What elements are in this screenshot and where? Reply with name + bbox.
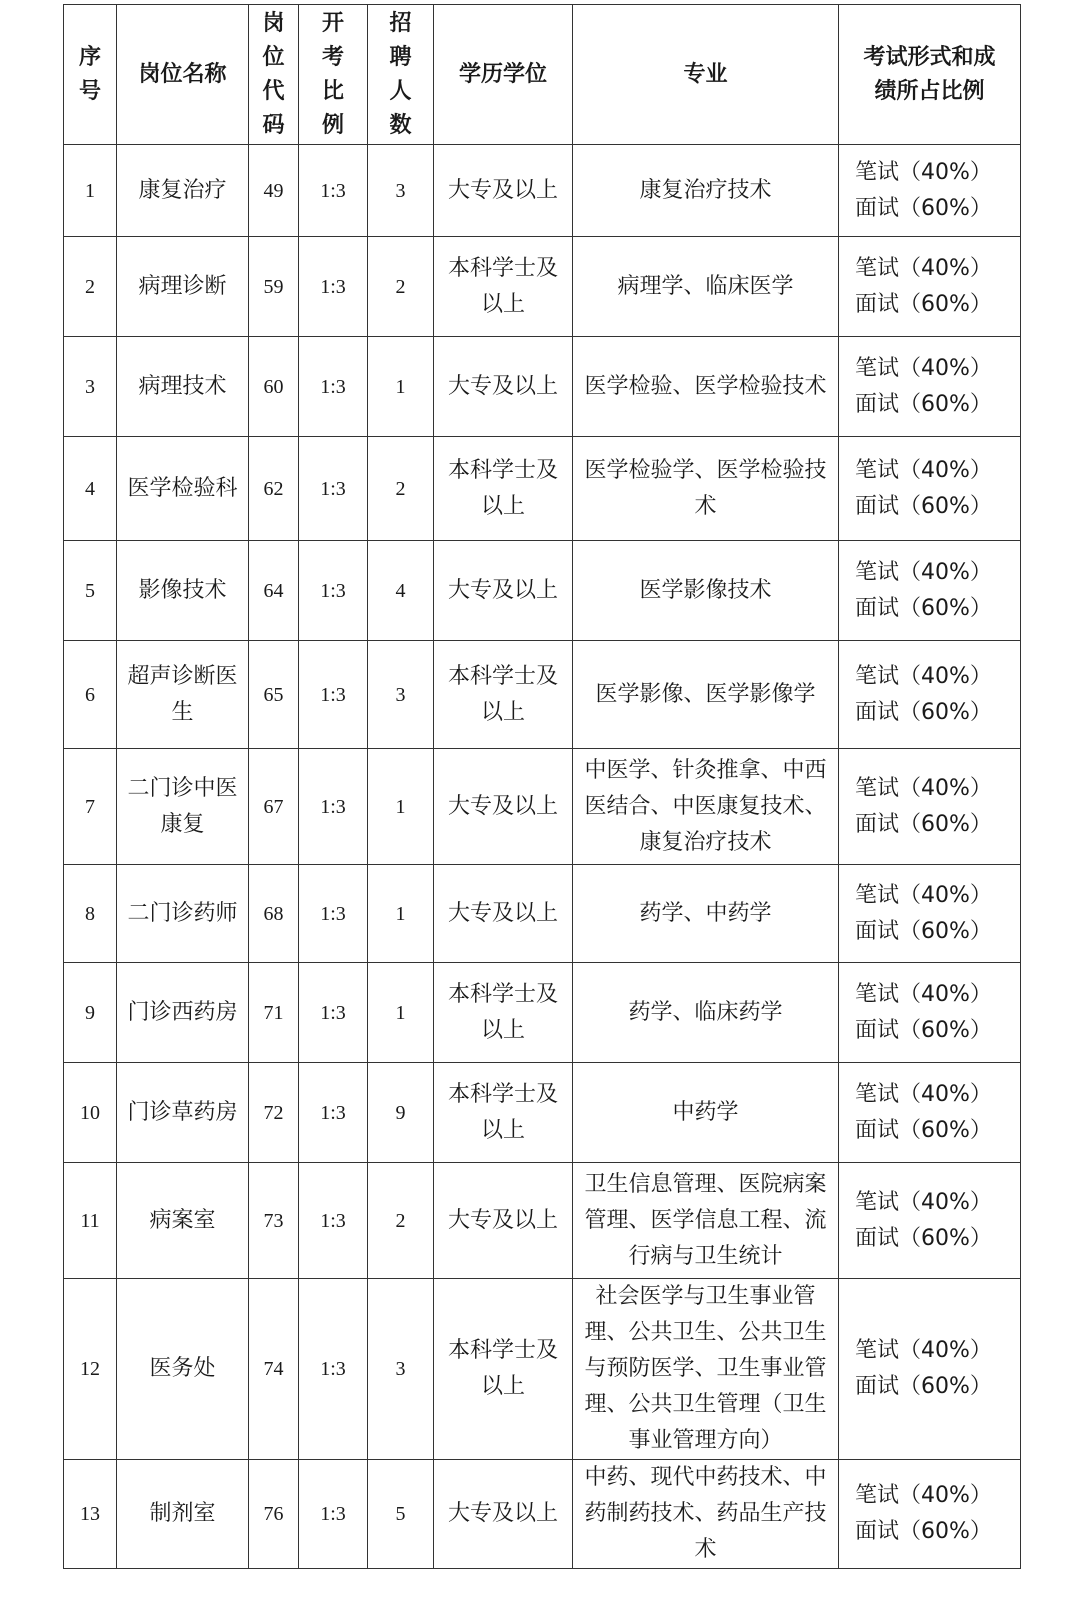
row-education: 本科学士及以上: [434, 437, 573, 541]
row-education: 本科学士及以上: [434, 641, 573, 749]
row-count: 3: [368, 641, 434, 749]
row-major: 病理学、临床医学: [573, 237, 839, 337]
exam-interview: 面试（60%）: [855, 1117, 992, 1143]
row-exam: [839, 963, 1021, 1063]
table-row: [64, 1163, 1021, 1279]
header-row: [64, 5, 1021, 145]
row-index: 3: [64, 337, 117, 437]
row-major: 药学、中药学: [573, 865, 839, 963]
row-index: 10: [64, 1063, 117, 1163]
row-index: 11: [64, 1163, 117, 1279]
row-education: 大专及以上: [434, 865, 573, 963]
row-code: 67: [249, 749, 299, 865]
exam-interview: 面试（60%）: [855, 195, 992, 221]
exam-written: 笔试（40%）: [855, 1189, 992, 1215]
row-index: 2: [64, 237, 117, 337]
row-position: 病理技术: [117, 337, 249, 437]
row-education: 本科学士及以上: [434, 1063, 573, 1163]
row-major: 药学、临床药学: [573, 963, 839, 1063]
table-body: [64, 145, 1021, 1569]
row-education: 大专及以上: [434, 337, 573, 437]
exam-written: 笔试（40%）: [855, 1483, 992, 1508]
row-exam: [839, 1460, 1021, 1569]
exam-interview: 面试（60%）: [855, 1017, 992, 1043]
row-count: 2: [368, 437, 434, 541]
header-ratio: 开考比例: [299, 5, 368, 145]
row-code: 74: [249, 1279, 299, 1460]
exam-written: 笔试（40%）: [855, 457, 992, 483]
row-index: 4: [64, 437, 117, 541]
row-education: 大专及以上: [434, 1460, 573, 1569]
row-major: 卫生信息管理、医院病案管理、医学信息工程、流行病与卫生统计: [573, 1163, 839, 1279]
row-code: 60: [249, 337, 299, 437]
row-position: 病案室: [117, 1163, 249, 1279]
row-exam: [839, 145, 1021, 237]
row-major: 中药、现代中药技术、中药制药技术、药品生产技术: [573, 1460, 839, 1569]
row-exam: [839, 641, 1021, 749]
row-code: 68: [249, 865, 299, 963]
row-ratio: 1:3: [299, 1063, 368, 1163]
exam-written: 笔试（40%）: [855, 559, 992, 585]
row-exam: [839, 1163, 1021, 1279]
row-education: 本科学士及以上: [434, 237, 573, 337]
row-ratio: 1:3: [299, 337, 368, 437]
table-row: [64, 1279, 1021, 1460]
row-count: 1: [368, 337, 434, 437]
header-count: 招聘人数: [368, 5, 434, 145]
row-code: 65: [249, 641, 299, 749]
row-major: 中医学、针灸推拿、中西医结合、中医康复技术、康复治疗技术: [573, 749, 839, 865]
row-count: 5: [368, 1460, 434, 1569]
exam-written: 笔试（40%）: [855, 882, 992, 908]
row-ratio: 1:3: [299, 963, 368, 1063]
row-major: 医学影像技术: [573, 541, 839, 641]
exam-interview: 面试（60%）: [855, 699, 992, 725]
header-position: 岗位名称: [117, 5, 249, 145]
row-education: 大专及以上: [434, 749, 573, 865]
row-exam: [839, 1063, 1021, 1163]
row-count: 4: [368, 541, 434, 641]
table-row: [64, 749, 1021, 865]
exam-interview: 面试（60%）: [855, 1374, 992, 1399]
table-row: [64, 641, 1021, 749]
exam-interview: 面试（60%）: [855, 291, 992, 317]
row-position: 医务处: [117, 1279, 249, 1460]
exam-written: 笔试（40%）: [855, 1081, 992, 1107]
row-position: 超声诊断医生: [117, 641, 249, 749]
row-exam: [839, 865, 1021, 963]
row-ratio: 1:3: [299, 145, 368, 237]
header-code: 岗位代码: [249, 5, 299, 145]
row-ratio: 1:3: [299, 749, 368, 865]
row-education: 大专及以上: [434, 1163, 573, 1279]
row-exam: [839, 541, 1021, 641]
row-exam: [839, 1279, 1021, 1460]
row-code: 59: [249, 237, 299, 337]
exam-interview: 面试（60%）: [855, 595, 992, 621]
table-row: [64, 1063, 1021, 1163]
row-education: 大专及以上: [434, 145, 573, 237]
row-index: 1: [64, 145, 117, 237]
header-index: 序号: [64, 5, 117, 145]
row-position: 医学检验科: [117, 437, 249, 541]
header-exam: 考试形式和成绩所占比例: [839, 5, 1021, 145]
row-major: 中药学: [573, 1063, 839, 1163]
exam-interview: 面试（60%）: [855, 1519, 992, 1544]
row-index: 13: [64, 1460, 117, 1569]
row-ratio: 1:3: [299, 237, 368, 337]
exam-written: 笔试（40%）: [855, 775, 992, 801]
row-code: 49: [249, 145, 299, 237]
table-row: [64, 1460, 1021, 1569]
row-code: 72: [249, 1063, 299, 1163]
row-code: 62: [249, 437, 299, 541]
row-index: 7: [64, 749, 117, 865]
exam-interview: 面试（60%）: [855, 493, 992, 519]
row-ratio: 1:3: [299, 1279, 368, 1460]
row-exam: [839, 437, 1021, 541]
exam-interview: 面试（60%）: [855, 918, 992, 944]
row-index: 8: [64, 865, 117, 963]
row-count: 3: [368, 1279, 434, 1460]
row-count: 2: [368, 1163, 434, 1279]
table-row: [64, 865, 1021, 963]
exam-written: 笔试（40%）: [855, 1338, 992, 1363]
row-ratio: 1:3: [299, 437, 368, 541]
row-count: 1: [368, 865, 434, 963]
row-major: 医学检验学、医学检验技术: [573, 437, 839, 541]
row-count: 1: [368, 963, 434, 1063]
table-row: [64, 437, 1021, 541]
row-exam: [839, 337, 1021, 437]
row-major: 康复治疗技术: [573, 145, 839, 237]
row-position: 康复治疗: [117, 145, 249, 237]
row-exam: [839, 237, 1021, 337]
row-education: 本科学士及以上: [434, 963, 573, 1063]
row-exam: [839, 749, 1021, 865]
row-code: 73: [249, 1163, 299, 1279]
exam-written: 笔试（40%）: [855, 255, 992, 281]
row-ratio: 1:3: [299, 641, 368, 749]
row-index: 5: [64, 541, 117, 641]
row-education: 大专及以上: [434, 541, 573, 641]
table-row: [64, 237, 1021, 337]
header-education: 学历学位: [434, 5, 573, 145]
exam-written: 笔试（40%）: [855, 355, 992, 381]
row-ratio: 1:3: [299, 865, 368, 963]
row-index: 6: [64, 641, 117, 749]
row-count: 2: [368, 237, 434, 337]
exam-interview: 面试（60%）: [855, 811, 992, 837]
exam-interview: 面试（60%）: [855, 1225, 992, 1251]
exam-interview: 面试（60%）: [855, 391, 992, 417]
row-index: 12: [64, 1279, 117, 1460]
row-position: 门诊草药房: [117, 1063, 249, 1163]
header-major: 专业: [573, 5, 839, 145]
exam-written: 笔试（40%）: [855, 159, 992, 185]
table-row: [64, 337, 1021, 437]
row-position: 门诊西药房: [117, 963, 249, 1063]
row-position: 二门诊药师: [117, 865, 249, 963]
row-code: 76: [249, 1460, 299, 1569]
row-position: 二门诊中医康复: [117, 749, 249, 865]
row-index: 9: [64, 963, 117, 1063]
table-row: [64, 963, 1021, 1063]
row-code: 71: [249, 963, 299, 1063]
table-row: [64, 145, 1021, 237]
recruitment-table: [63, 4, 1021, 1569]
row-count: 9: [368, 1063, 434, 1163]
exam-written: 笔试（40%）: [855, 981, 992, 1007]
row-major: 社会医学与卫生事业管理、公共卫生、公共卫生与预防医学、卫生事业管理、公共卫生管理（卫生事业管理方向）: [573, 1279, 839, 1460]
row-major: 医学检验、医学检验技术: [573, 337, 839, 437]
table-row: [64, 541, 1021, 641]
row-position: 影像技术: [117, 541, 249, 641]
row-ratio: 1:3: [299, 1460, 368, 1569]
row-major: 医学影像、医学影像学: [573, 641, 839, 749]
row-position: 病理诊断: [117, 237, 249, 337]
row-count: 1: [368, 749, 434, 865]
row-ratio: 1:3: [299, 541, 368, 641]
row-position: 制剂室: [117, 1460, 249, 1569]
exam-written: 笔试（40%）: [855, 663, 992, 689]
row-count: 3: [368, 145, 434, 237]
row-code: 64: [249, 541, 299, 641]
row-education: 本科学士及以上: [434, 1279, 573, 1460]
row-ratio: 1:3: [299, 1163, 368, 1279]
